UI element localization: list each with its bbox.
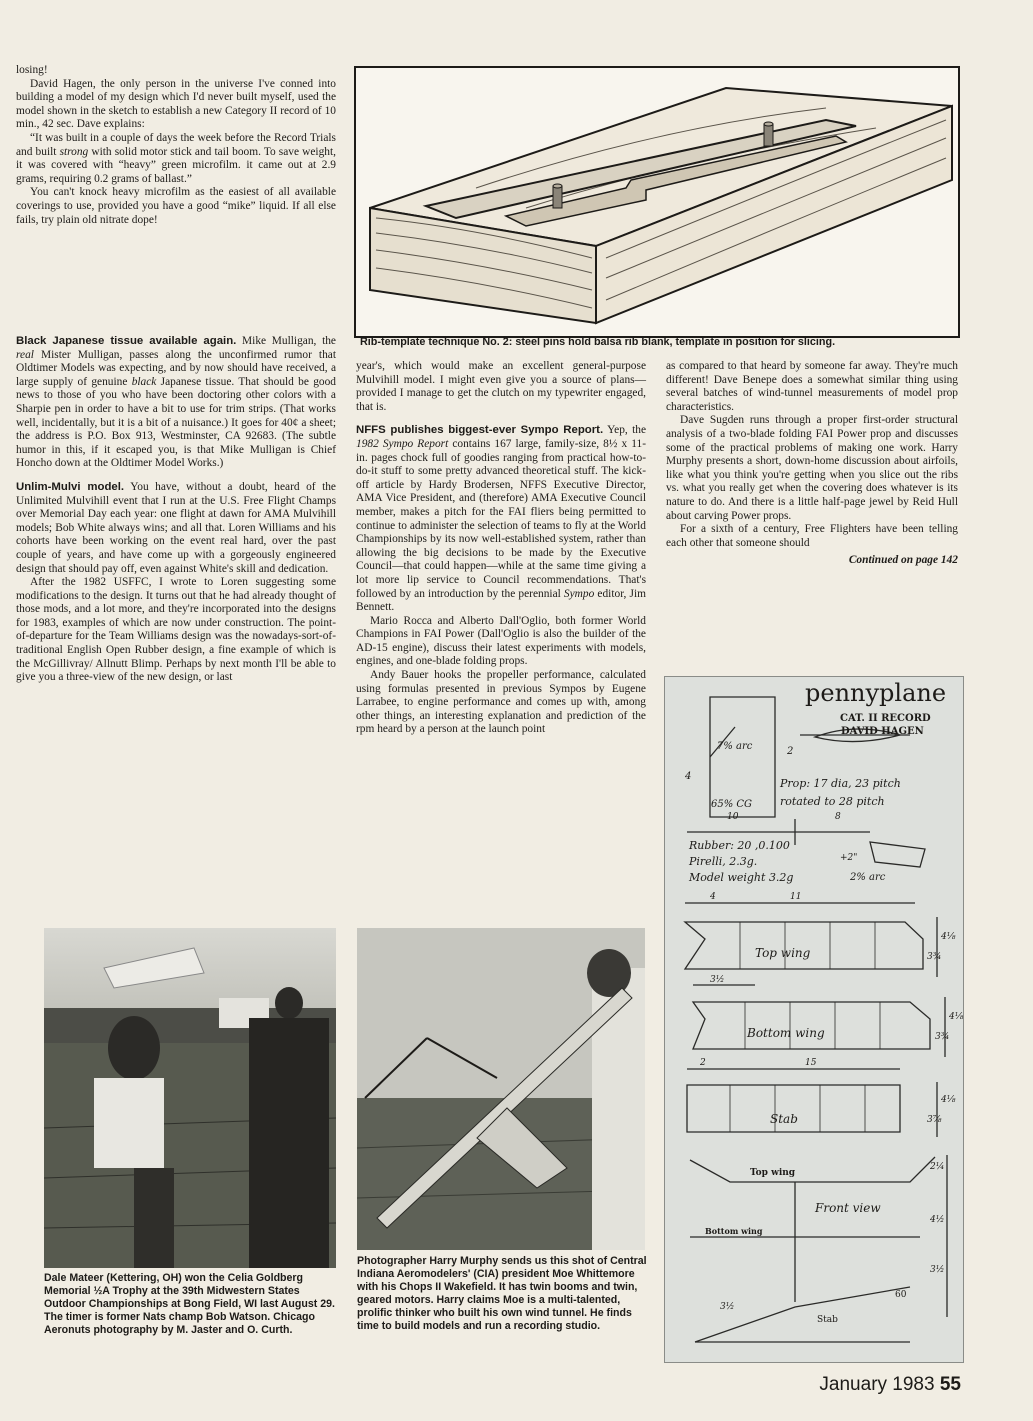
photo-1-caption: Dale Mateer (Kettering, OH) won the Celia Goldberg Memorial ½A Trophy at the 39th Midwestern States Outdoor Championships at Bong Field, WI last August 29. The timer is former Nats champ Bob Watson. Chicago Aeronuts photography by M. Jaster and O. Curth. — [44, 1272, 335, 1336]
section-heading: Unlim-Mulvi model. — [16, 480, 125, 493]
rib-template-figure — [354, 66, 960, 338]
section-unlim-mulvi: Unlim-Mulvi model. You have, without a doubt, heard of the Unlimited Mulvihill event that I run at the U.S. Free Flight Champs over Memorial Day each year: one flight at dawn for AMA Mulvihill models; Bob White always wins; and all that. Loren Williams and his cohorts have been working on the event real hard, over the past couple of years, and have come up with a gorgeously engineered design that should pay off, even against White's skill and dedication. — [16, 480, 336, 575]
plans-label: +2" — [840, 853, 858, 863]
rib-template-drawing — [356, 68, 958, 336]
plans-label: Pirelli, 2.3g. — [689, 855, 758, 868]
continued-note: Continued on page 142 — [848, 554, 958, 567]
plans-label: Model weight 3.2g — [689, 871, 794, 884]
plans-label: Front view — [815, 1201, 881, 1215]
page-number: 55 — [939, 1374, 961, 1395]
plans-label: 3½ — [930, 1265, 945, 1275]
plans-label: 2 — [787, 746, 794, 757]
plans-label: 4 — [710, 892, 716, 902]
pennyplane-drawing — [665, 677, 963, 1362]
plans-subtitle: CAT. II RECORD — [840, 713, 931, 724]
paragraph: You can't knock heavy microfilm as the easiest of all available coverings to use, provided you have a good “mike” liquid. If all else fails, try plain old nitrate dope! — [16, 186, 336, 226]
plans-label: 3¾ — [927, 952, 942, 962]
column-2 — [356, 360, 646, 737]
plans-label: 10 — [727, 812, 739, 822]
plans-label: 8 — [835, 812, 841, 822]
paragraph: After the 1982 USFFC, I wrote to Loren suggesting some modifications to the design. It turns out that he had already thought of those mods, and a lot more, and they're incorporated into the designs for 1983, examples of which are now under construction. The point-of-departure for the Team Williams design was the nowadays-sort-of-traditional English Open Rubber design, a fine example of which is the McGillivray/ Allnutt Blimp. Perhaps by next month I'll be able to give you a three-view of the new design, or last — [16, 576, 336, 684]
paragraph: David Hagen, the only person in the universe I've conned into building a model of my design which I'd never built myself, used the model shown in the sketch to establish a new Category II record of 10 min., 42 sec. Dave explains: — [16, 77, 336, 131]
column-1-bottom — [16, 335, 336, 685]
plans-label: 4⅛ — [941, 932, 956, 942]
plans-label: 4½ — [930, 1215, 945, 1225]
plans-label: Prop: 17 dia, 23 pitch — [780, 777, 901, 790]
plans-label: Stab — [770, 1112, 798, 1126]
plans-label: 3½ — [710, 975, 725, 985]
photo-dale-mateer — [44, 928, 336, 1268]
paragraph: For a sixth of a century, Free Flighters have been telling each other that someone should — [666, 523, 958, 549]
plans-label: 3⅞ — [927, 1115, 942, 1125]
column-3 — [666, 360, 958, 568]
plans-label: Top wing — [755, 946, 811, 960]
plans-label: 3½ — [720, 1302, 735, 1312]
plans-label: 2% arc — [850, 872, 886, 883]
plans-label: 7% arc — [717, 741, 753, 752]
plans-label: rotated to 28 pitch — [780, 795, 885, 808]
plans-label: 60 — [895, 1290, 907, 1300]
plans-label: 4 — [685, 771, 692, 782]
plans-label: Bottom wing — [705, 1226, 763, 1236]
plans-label: 2¼ — [930, 1162, 945, 1172]
plans-title: pennyplane — [805, 679, 947, 707]
plans-label: 15 — [805, 1058, 817, 1068]
photo-2-caption: Photographer Harry Murphy sends us this shot of Central Indiana Aeromodelers' (CIA) president Moe Whittemore with his Chops II Wakefield. It has twin booms and twin, geared motors. Harry claims Moe is a multi-talented, prolific thinker who built his own wind tunnel. He finds time to build models and run a recording studio. — [357, 1255, 647, 1332]
pennyplane-plans — [664, 676, 964, 1363]
plans-label: Bottom wing — [747, 1026, 825, 1040]
section-heading: Black Japanese tissue available again. — [16, 335, 237, 347]
section-nffs: NFFS publishes biggest-ever Sympo Report. Yep, the 1982 Sympo Report contains 167 large, family-size, 8½ x 11-in. pages chock full of goodies ranging from practical how-to-do-it stuff to some pretty advanced theoretical stuff. The kick-off article by Hardy Brodersen, NFFS Executive Director, AMA Vice President, and (therefore) AMA Executive Council member, makes a pitch for the FAI fliers being permitted to continue to administer the selection of teams to fly at the World Championships by its now well-established system, rather than allowing the big decisions to be made by the Executive Council—that could happen—while at the same time giving a lot more lip service to Council recommendations. That's followed by an introduction by the perennial Sympo editor, Jim Bennett. — [356, 424, 647, 614]
plans-label: 2 — [700, 1058, 706, 1068]
issue-date: January 1983 — [819, 1374, 935, 1395]
plans-author: DAVID HAGEN — [841, 726, 924, 737]
plans-label: 11 — [790, 892, 802, 902]
rib-template-caption: Rib-template technique No. 2: steel pins hold balsa rib blank, template in position for slicing. — [360, 336, 836, 348]
plans-label: Stab — [817, 1315, 838, 1325]
paragraph: Andy Bauer hooks the propeller performance, calculated using formulas presented in previous Sympos by Eugene Larrabee, to engine performance and comes up with, among other things, an interesting explanation and prediction of the rpm heard by a person at the launch point — [356, 669, 646, 736]
paragraph: Dave Sugden runs through a proper first-order structural analysis of a two-blade folding FAI Power prop and discusses some of the practical problems of making one work. Harry Murphy presents a short, down-home discussion about airfoils, like what you think you're getting when you slice out the ribs vs. what you really get when the covering does whatever is its nature to do. And there is a little half-page jewel by Reid Hull about carving Power props. — [666, 414, 958, 522]
section-heading: NFFS publishes biggest-ever Sympo Report. — [356, 424, 604, 437]
page-footer — [819, 1374, 961, 1396]
plans-label: 4⅛ — [941, 1095, 956, 1105]
photo-moe-whittemore — [357, 928, 645, 1250]
paragraph: as compared to that heard by someone far away. They're much different! Dave Benepe does a somewhat similar thing using several batches of wind-tunnel measurements of model prop characteristics. — [666, 360, 958, 413]
paragraph: Mario Rocca and Alberto Dall'Oglio, both former World Champions in FAI Power (Dall'Oglio is also the builder of the AD-15 engine), discuss their latest experiments with models, engines, and one-blade folding props. — [356, 614, 646, 668]
plans-label: 4⅛ — [949, 1012, 963, 1022]
plans-label: 65% CG — [711, 799, 753, 810]
paragraph: losing! — [16, 64, 48, 76]
section-black-tissue: Black Japanese tissue available again. Mike Mulligan, the real Mister Mulligan, passes along the unconfirmed rumor that Oldtimer Models was expecting, and by now should have received, a large supply of genuine black Japanese tissue. That should be good news to those of you who have been doctoring other colors with a Sharpie pen in order to have a bit to use for trim strips. (That works well, incidentally, but it is a bit of a nuisance.) It goes for 40¢ a sheet; the address is P.O. Box 913, Westminster, CA 92683. (The subtle humor in this, if it escaped you, is that Mike Mulligan is Chief Honcho down at the Oldtimer Model Works.) — [16, 335, 337, 470]
plans-label: Rubber: 20 ,0.100 — [689, 839, 790, 852]
plans-label: 3¾ — [935, 1032, 950, 1042]
column-1-top — [16, 64, 336, 227]
paragraph: “It was built in a couple of days the week before the Record Trials and built strong with solid motor stick and tail boom. To save weight, it was covered with “heavy” green microfilm. it came out at 2.9 grams, requiring 0.2 grams of ballast.” — [16, 131, 337, 185]
paragraph: year's, which would make an excellent general-purpose Mulvihill model. I might even give you a source of plans—provided I manage to get the clutch on my typewriter engaged, that is. — [356, 360, 646, 413]
plans-label: Top wing — [750, 1168, 796, 1178]
